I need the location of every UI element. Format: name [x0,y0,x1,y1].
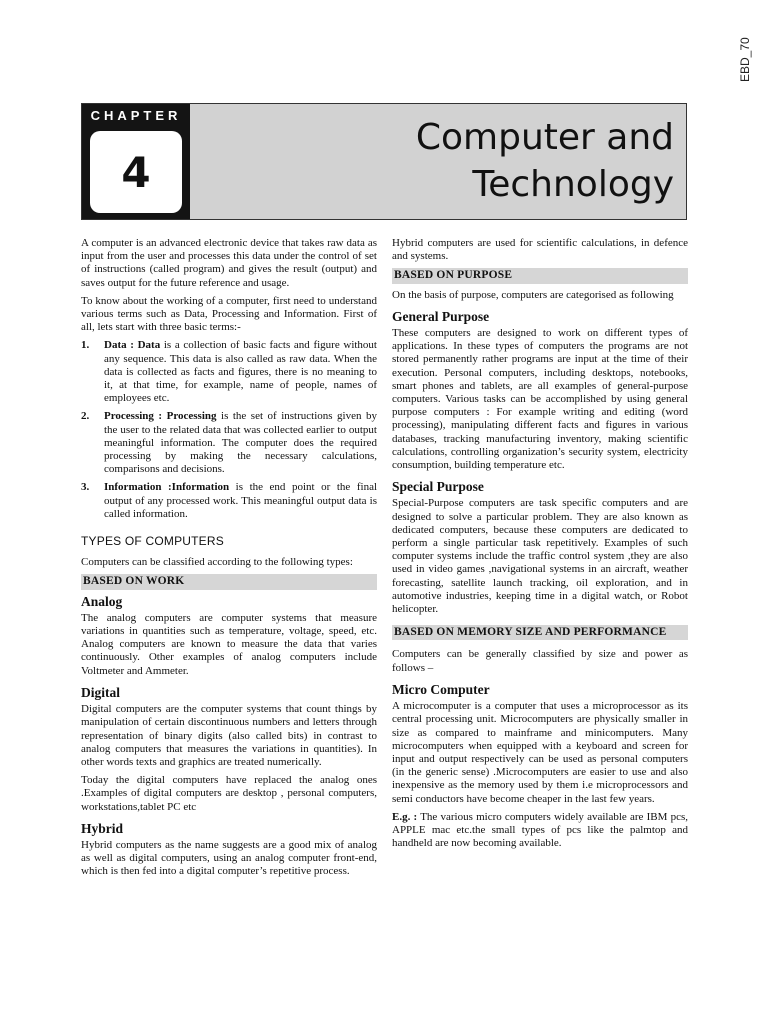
intro-paragraph-2: To know about the working of a computer, first need to understand various terms such as Data, Processing and Information. First of all, lets start with three basic terms:- [81,294,377,334]
page-code: EBD_70 [738,37,752,82]
hybrid-text: Hybrid computers as the name suggests are a good mix of analog as well as digital computers, using an analog computer front-end, which is then fed into a digital computer’s repetitive process. [81,838,377,878]
hybrid-continued: Hybrid computers are used for scientific calculations, in defence and systems. [392,237,688,263]
micro-computer-text: A microcomputer is a computer that uses a microprocessor as its central processing unit. Microcomputers are physically smaller in size as compared to mainframe and minicomputers. Many microcomputers when equipped with a keyboard and screen for input and output respectively can be used as personal computers (in the generic sense) .Microcomputers are easier to use and also inexpensive as the memory used by them i.e microprocessors and semi conductors have become cheaper in the last few years. [392,700,688,805]
term-label: Processing : [104,410,163,423]
term-text: is a collection of basic facts and figure without any sequence. This data is also called as raw data. When the data is collected as facts and figures, there is no meaning to it, at that time, for example, name of people, names of employees etc. [104,339,377,405]
chapter-number: 4 [90,131,182,213]
term-item-information [81,481,377,521]
right-column [392,237,688,855]
chapter-title-line-1: Computer and [415,117,674,158]
chapter-badge [82,104,190,219]
general-purpose-text: These computers are designed to work on different types of applications. In these types of computers the programs are not stored permanently rather programs are input at the time of their execution. Personal computers, including desktops, notebooks, smart phones and tablets, are all examples of general-purpose computers. Various tasks can be accomplished by using general purpose computers : For example writing and editing (word processing), manipulating different facts and figures in various databases, tracking manufacturing inventory, making scientific calculations, controlling organization’s security system, electricity consumption, building temperature etc. [392,327,688,472]
left-column [81,237,377,884]
term-label: Information : [104,481,172,494]
digital-heading: Digital [81,684,120,700]
chapter-title [416,114,674,208]
section-band-purpose: BASED ON PURPOSE [392,268,688,283]
digital-text-1: Digital computers are the computer systems that count things by manipulation of certain discontinuous numbers and letters through representation of binary digits (also called bits) in contrast to analog computers that measures the variations in quantities). In other words texts and graphics are treated numerically. [81,703,377,768]
term-bold: Data [137,339,161,352]
purpose-intro: On the basis of purpose, computers are categorised as following [392,288,674,301]
special-purpose-text: Special-Purpose computers are task specific computers and are designed to solve a particular problem. They are also known as dedicated computers, because these computers are dedicated to perform a single particular task repetitively. Examples of such computer systems include the traffic control system ,they are also used in video games ,navigational systems in an aircraft, weather forecasting, satellite launch tracking, oil exploration, and in automotive industries, keeping time in a digital watch, or Robot helicopter. [392,497,688,616]
term-number: 1. [81,339,90,352]
term-text: is the set of instructions given by the user to the related data that was collected earlier to output meaningful information. The computer does the required processing by making the necessary calculations, comparisons and decisions. [104,410,377,476]
example-paragraph [392,811,688,851]
example-label: E.g. : [392,810,418,823]
hybrid-heading: Hybrid [81,820,124,836]
chapter-label: CHAPTER [90,108,182,123]
analog-text: The analog computers are computer systems that measure variations in quantities such as temperature, voltage, speed, etc. Analog computers are known to measure the data that varies continuously. Other examples of analog computers include Voltmeter and Ammeter. [81,611,377,677]
types-intro: Computers can be classified according to the following types: [81,556,353,569]
term-bold: Processing [166,410,217,423]
term-item-data [81,339,377,405]
digital-text-2: Today the digital computers have replaced the analog ones .Examples of digital computers are desktop , personal computers, workstations,tablet PC etc [81,774,377,813]
example-text: The various micro computers widely available are IBM pcs, APPLE mac etc.the small types of pcs like the palmtop and handheld are now becoming available. [392,810,688,850]
basic-terms-list [81,339,377,521]
section-band-memory: BASED ON MEMORY SIZE AND PERFORMANCE [392,625,688,640]
memory-intro: Computers can be generally classified by size and power as follows – [392,648,688,674]
section-band-work: BASED ON WORK [81,574,377,589]
term-text: is the end point or the final output of any processed work. This meaningful output data is called information. [104,481,378,520]
types-heading: TYPES OF COMPUTERS [81,534,224,549]
chapter-title-line-2: Technology [472,164,674,205]
micro-computer-heading: Micro Computer [392,681,490,697]
term-number: 3. [81,481,90,494]
intro-paragraph-1: A computer is an advanced electronic device that takes raw data as input from the user and processes this data under the control of set of instructions (called program) and gives the result (output) and saves output for the future reference and usage. [81,237,377,289]
special-purpose-heading: Special Purpose [392,479,484,495]
general-purpose-heading: General Purpose [392,308,490,324]
chapter-header [81,103,687,220]
term-label: Data : [104,339,134,352]
term-item-processing [81,410,377,476]
term-number: 2. [81,410,90,423]
term-bold: Information [171,481,230,494]
analog-heading: Analog [81,593,123,609]
